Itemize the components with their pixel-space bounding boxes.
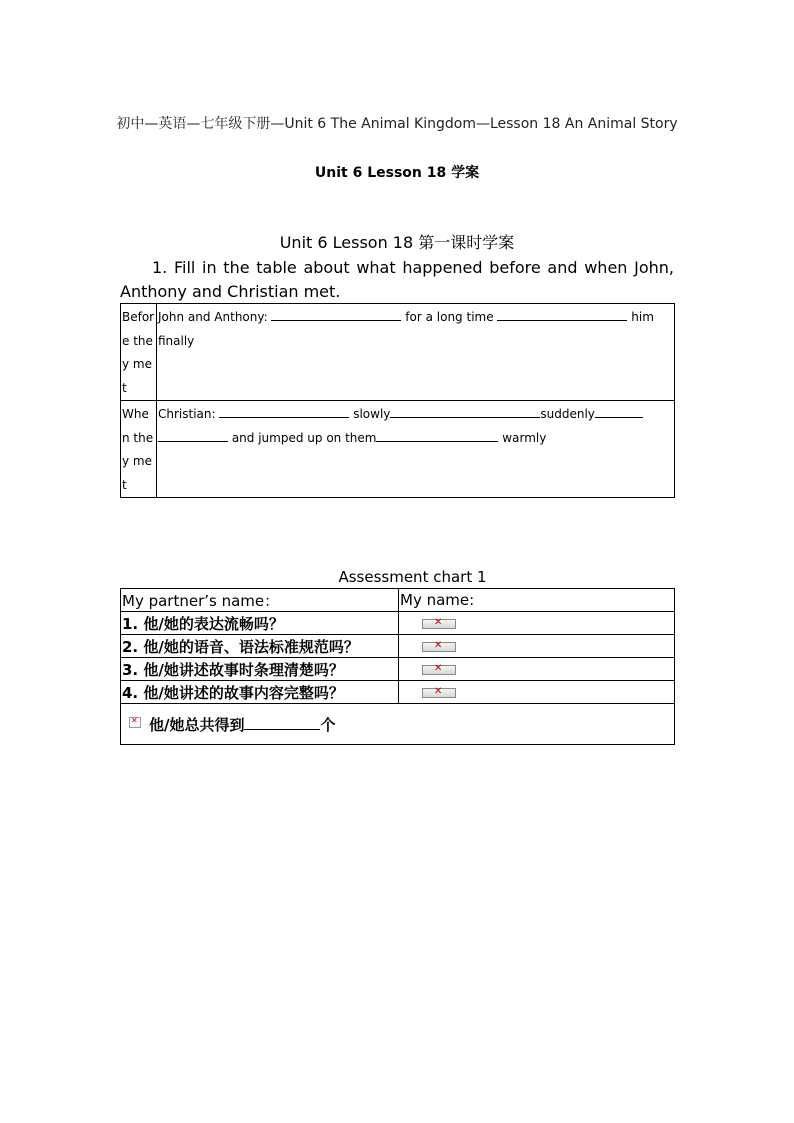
answer-blank[interactable] (158, 427, 228, 442)
assessment-chart-title: Assessment chart 1 (338, 568, 487, 586)
instruction-text: 1. Fill in the table about what happened before and when John, Anthony and Christian met. (120, 258, 674, 301)
fill-text: warmly (502, 430, 547, 445)
partner-name-header: My partner’s name： (121, 589, 399, 612)
rating-cell[interactable] (399, 612, 675, 635)
question-cell: 3. 他/她讲述故事时条理清楚吗？ (121, 658, 399, 681)
table-row (121, 658, 675, 681)
fill-text: suddenly (540, 407, 595, 421)
row-content-before (157, 304, 675, 401)
total-count-cell (121, 704, 675, 745)
answer-blank[interactable] (497, 306, 627, 321)
rating-cell[interactable] (399, 635, 675, 658)
table-row (121, 401, 675, 498)
fill-text: for a long time (405, 310, 494, 324)
section-heading: Unit 6 Lesson 18 第一课时学案 (279, 233, 515, 252)
table-row (121, 635, 675, 658)
answer-blank[interactable] (390, 403, 540, 418)
assessment-table (120, 588, 675, 745)
instruction-paragraph (120, 256, 674, 304)
table-row (121, 681, 675, 704)
answer-blank[interactable] (219, 403, 349, 418)
broken-image-icon: ✕ (422, 665, 456, 675)
subject-label: John and Anthony: (158, 310, 268, 324)
broken-image-icon: ✕ (422, 688, 456, 698)
table-row (121, 589, 675, 612)
broken-image-icon: ✕ (422, 619, 456, 629)
answer-blank[interactable] (376, 427, 498, 442)
row-header-before: Before they met (121, 304, 157, 401)
question-cell: 1. 他/她的表达流畅吗？ (121, 612, 399, 635)
total-suffix: 个 (320, 715, 336, 734)
total-blank[interactable] (244, 715, 320, 730)
question-cell: 4. 他/她讲述的故事内容完整吗？ (121, 681, 399, 704)
rating-cell[interactable] (399, 681, 675, 704)
broken-image-icon: ✕ (422, 642, 456, 652)
broken-image-icon: ✕ (129, 717, 141, 728)
fill-text: him finally (158, 310, 654, 348)
rating-cell[interactable] (399, 658, 675, 681)
fill-text: and jumped up on them (231, 430, 377, 445)
table-row (121, 304, 675, 401)
table-row (121, 612, 675, 635)
table-row (121, 704, 675, 745)
document-subtitle: Unit 6 Lesson 18 学案 (314, 165, 480, 181)
fill-text: slowly (353, 407, 391, 421)
question-cell: 2. 他/她的语音、语法标准规范吗？ (121, 635, 399, 658)
answer-blank[interactable] (595, 403, 643, 418)
row-header-when: When they met (121, 401, 157, 498)
answer-blank[interactable] (271, 306, 401, 321)
subject-label: Christian: (158, 407, 216, 421)
my-name-header: My name: (399, 589, 675, 612)
row-content-when (157, 401, 675, 498)
document-title: 初中—英语—七年级下册—Unit 6 The Animal Kingdom—Lesson 18 An Animal Story (116, 116, 678, 132)
total-prefix: 他/她总共得到 (149, 715, 245, 734)
fill-in-table (120, 303, 675, 498)
